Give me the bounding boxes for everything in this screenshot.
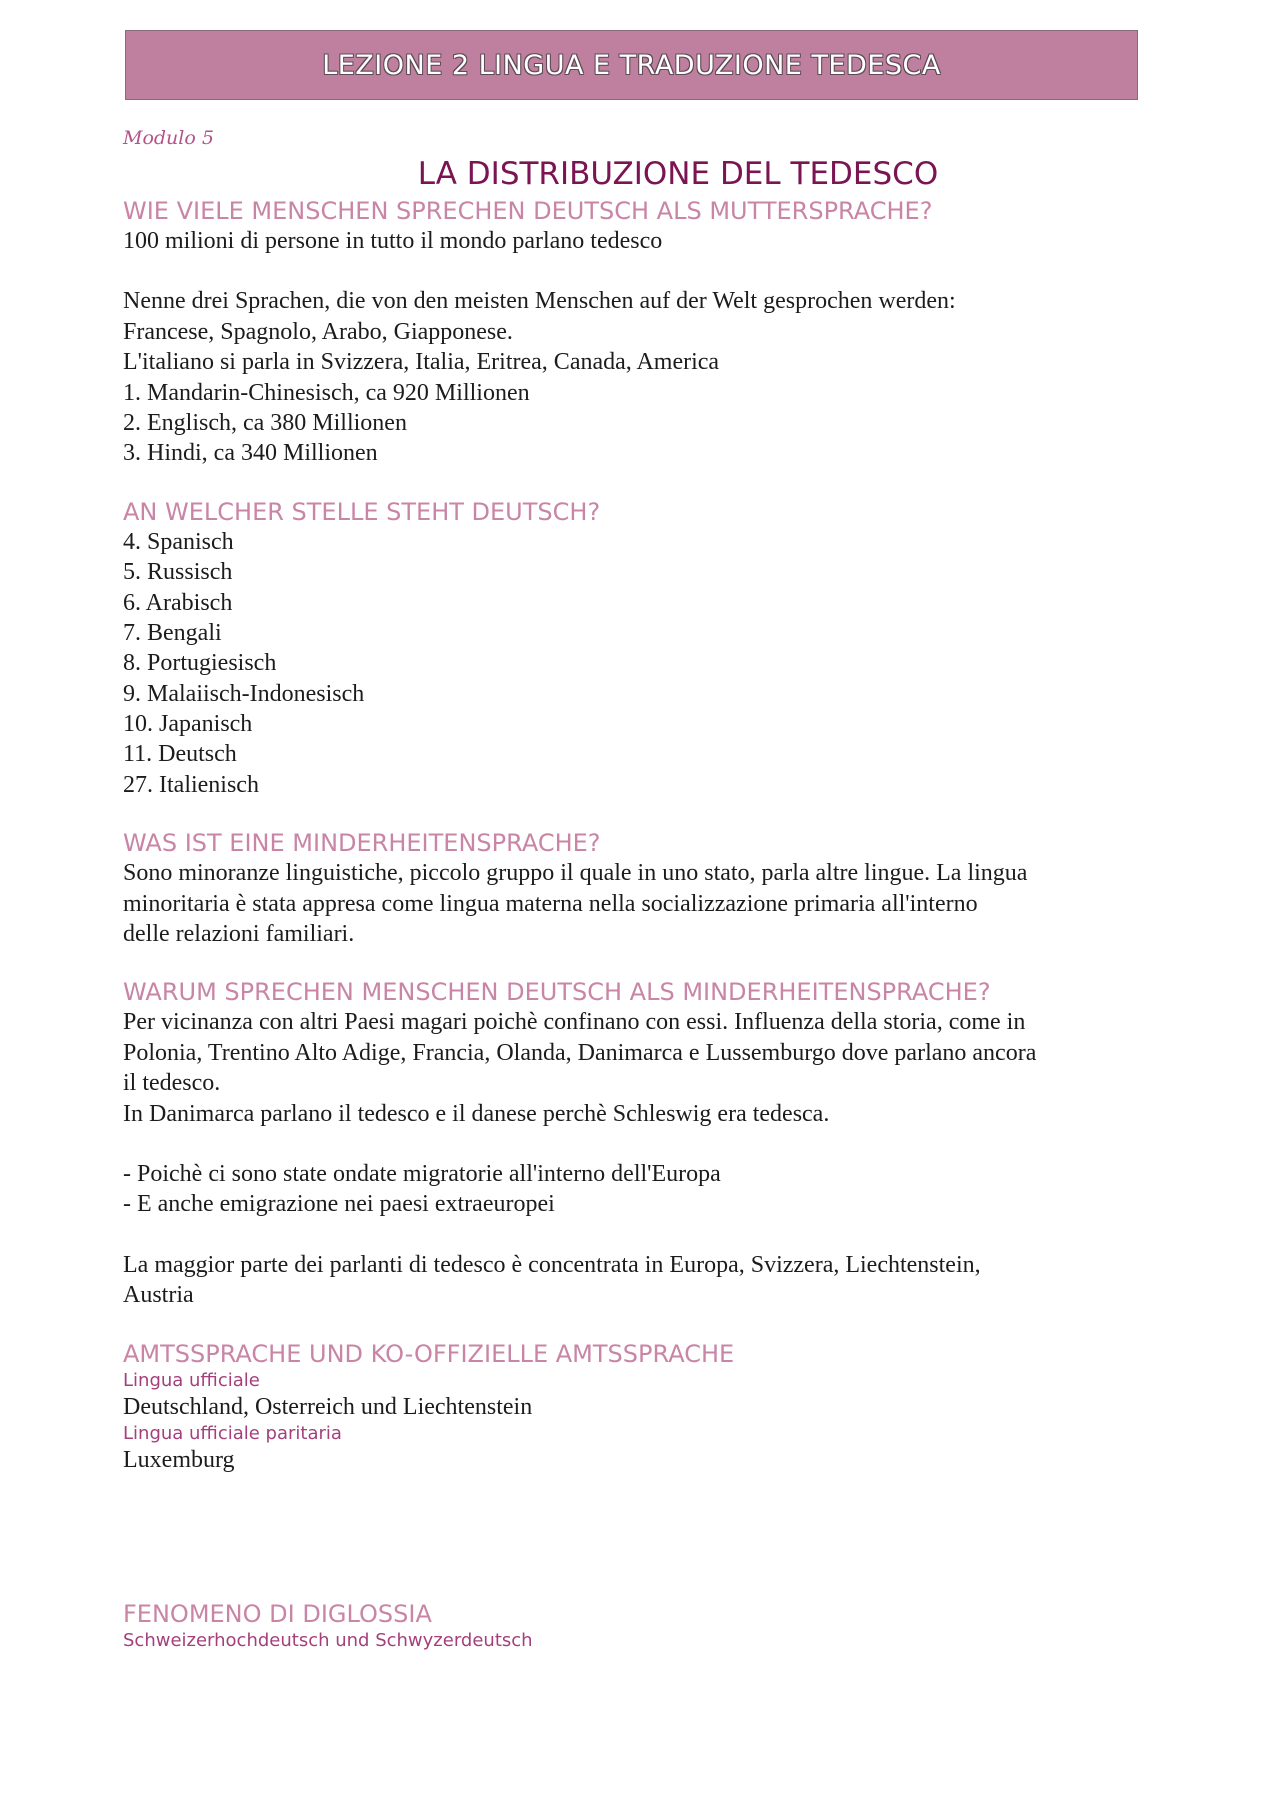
lesson-banner: [125, 30, 1138, 100]
module-label: Modulo 5: [123, 127, 214, 149]
text-line: Austria: [123, 1282, 194, 1309]
list-item: 8. Portugiesisch: [123, 650, 277, 677]
text-line: Francese, Spagnolo, Arabo, Giapponese.: [123, 318, 513, 345]
subheading-co-official: Lingua ufficiale paritaria: [123, 1422, 342, 1444]
subheading-diglossia: Schweizerhochdeutsch und Schwyzerdeutsch: [123, 1630, 533, 1652]
text-line: minoritaria è stata appresa come lingua materna nella socializzazione primaria all'interno: [123, 890, 978, 917]
document-content: [123, 124, 1163, 1652]
section-heading-mother-tongue: WIE VIELE MENSCHEN SPRECHEN DEUTSCH ALS MUTTERSPRACHE?: [123, 197, 933, 225]
section-heading-ranking: AN WELCHER STELLE STEHT DEUTSCH?: [123, 497, 601, 526]
section-heading-why-minority: WARUM SPRECHEN MENSCHEN DEUTSCH ALS MINDERHEITENSPRACHE?: [123, 978, 991, 1007]
page-title: LA DISTRIBUZIONE DEL TEDESCO: [417, 156, 939, 192]
text-line: Luxemburg: [123, 1446, 235, 1473]
list-item: 5. Russisch: [123, 559, 233, 586]
text-line: 3. Hindi, ca 340 Millionen: [123, 440, 378, 467]
list-item: 11. Deutsch: [123, 741, 237, 768]
bullet-line: - Poichè ci sono state ondate migratorie all'interno dell'Europa: [123, 1160, 721, 1187]
section-heading-official-language: AMTSSPRACHE UND KO-OFFIZIELLE AMTSSPRACHE: [123, 1339, 735, 1368]
text-line: il tedesco.: [123, 1070, 221, 1097]
text-line: Polonia, Trentino Alto Adige, Francia, Olanda, Danimarca e Lussemburgo dove parlano ancora: [123, 1039, 1037, 1066]
text-line: Nenne drei Sprachen, die von den meisten Menschen auf der Welt gesprochen werden:: [123, 288, 956, 315]
list-item: 9. Malaiisch-Indonesisch: [123, 680, 365, 707]
section-heading-minority-language: WAS IST EINE MINDERHEITENSPRACHE?: [123, 829, 601, 858]
text-line: Per vicinanza con altri Paesi magari poichè confinano con essi. Influenza della storia, come in: [123, 1009, 1026, 1036]
text-line: L'italiano si parla in Svizzera, Italia, Eritrea, Canada, America: [123, 349, 720, 376]
text-line: Sono minoranze linguistiche, piccolo gruppo il quale in uno stato, parla altre lingue. La lingua: [123, 860, 1028, 887]
text-line: 100 milioni di persone in tutto il mondo parlano tedesco: [123, 228, 663, 254]
list-item: 6. Arabisch: [123, 589, 233, 616]
text-line: 2. Englisch, ca 380 Millionen: [123, 409, 407, 436]
text-line: La maggior parte dei parlanti di tedesco è concentrata in Europa, Svizzera, Liechtenstein,: [123, 1251, 981, 1278]
bullet-line: - E anche emigrazione nei paesi extraeuropei: [123, 1191, 555, 1218]
text-line: delle relazioni familiari.: [123, 921, 355, 948]
section-heading-diglossia: FENOMENO DI DIGLOSSIA: [123, 1600, 432, 1629]
list-item: 10. Japanisch: [123, 711, 253, 738]
list-item: 4. Spanisch: [123, 528, 234, 555]
text-line: In Danimarca parlano il tedesco e il danese perchè Schleswig era tedesca.: [123, 1100, 830, 1127]
list-item: 7. Bengali: [123, 619, 222, 646]
text-line: 1. Mandarin-Chinesisch, ca 920 Millionen: [123, 379, 530, 406]
text-line: Deutschland, Osterreich und Liechtenstein: [123, 1393, 533, 1420]
subheading-official: Lingua ufficiale: [123, 1369, 260, 1391]
list-item: 27. Italienisch: [123, 771, 259, 798]
lesson-title: LEZIONE 2 LINGUA E TRADUZIONE TEDESCA: [322, 49, 941, 81]
